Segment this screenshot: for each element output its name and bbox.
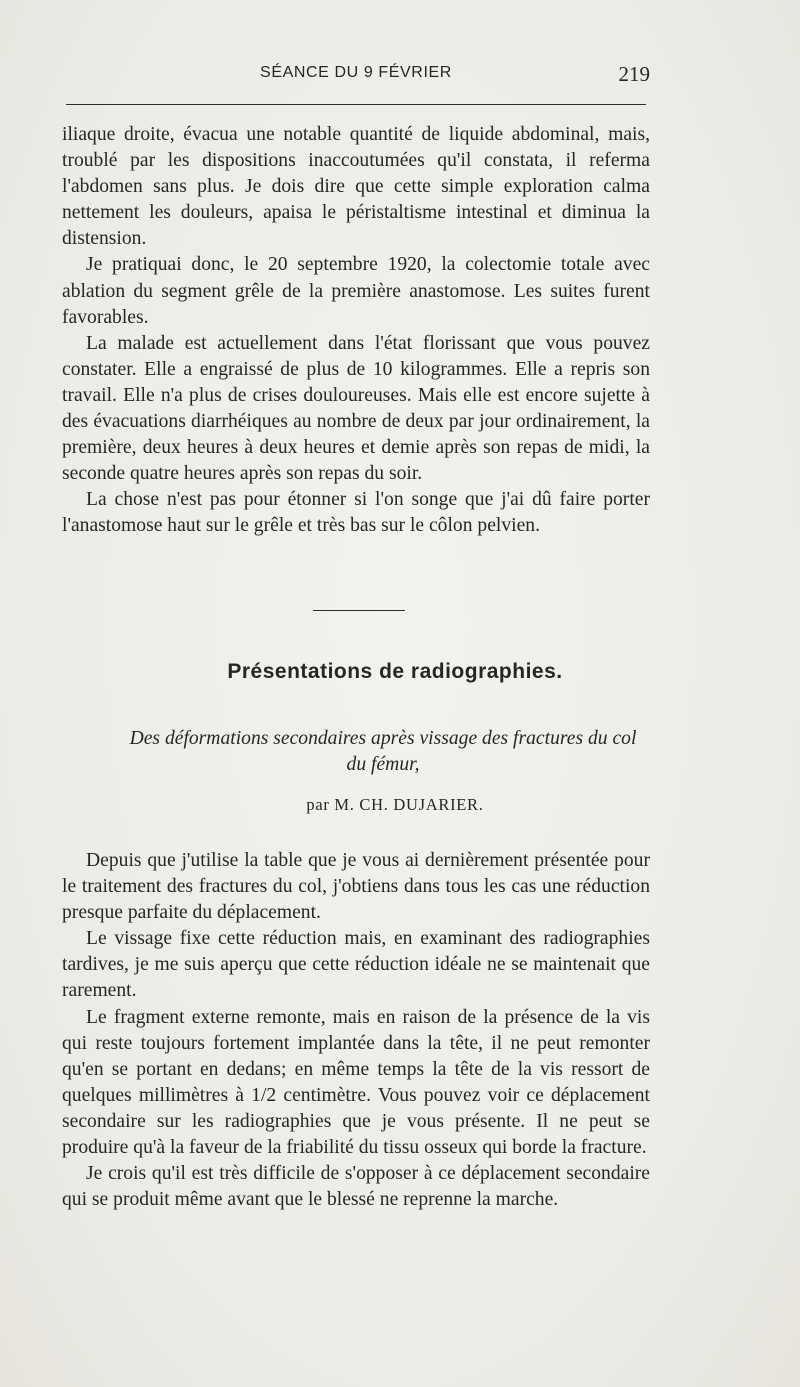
paragraph: Le vissage fixe cette réduction mais, en examinant des radiographies tardives, je me suis aperçu que cette réduction idéale ne se maintenait que rarement.	[62, 928, 650, 1002]
section-heading: Présentations de radiographies.	[227, 660, 563, 683]
paragraph: La chose n'est pas pour étonner si l'on songe que j'ai dû faire porter l'anastomose haut sur le grêle et très bas sur le côlon pelvien.	[62, 489, 650, 537]
paragraph: Le fragment externe remonte, mais en raison de la présence de la vis qui reste toujours fortement implantée dans la tête, il ne peut remonter qu'en se portant en dedans; en même temps la tête de la vis ressort de quelques millimètres à 1/2 centimètre. Vous pouvez voir ce déplacement secondaire sur les radiographies que je vous présente. Il ne peut se produire qu'à la faveur de la friabilité du tissu osseux qui borde la fracture.	[62, 1006, 650, 1159]
paragraph: Je crois qu'il est très difficile de s'opposer à ce déplacement secondaire qui se produit même avant que le blessé ne reprenne la marche.	[62, 1163, 650, 1211]
section-separator	[313, 610, 405, 611]
running-title: SÉANCE DU 9 FÉVRIER	[260, 64, 452, 81]
page-number: 219	[618, 62, 650, 86]
body-text-top	[62, 122, 650, 540]
paragraph: Je pratiquai donc, le 20 septembre 1920, la colectomie totale avec ablation du segment grêle de la première anastomose. Les suites furent favorables.	[62, 254, 650, 328]
article-title: Des déformations secondaires après vissage des fractures du col du fémur,	[129, 728, 637, 775]
paragraph: La malade est actuellement dans l'état florissant que vous pouvez constater. Elle a engraissé de plus de 10 kilogrammes. Elle a repris son travail. Elle n'a plus de crises douloureuses. Mais elle est encore sujette à des évacuations diarrhéiques au nombre de deux par jour ordinairement, la première, deux heures à deux heures et demie après son repas de midi, la seconde quatre heures après son repas du soir.	[62, 332, 650, 485]
body-text-bottom	[62, 848, 650, 1213]
header-rule	[66, 104, 646, 105]
running-head	[62, 62, 650, 90]
paragraph: Depuis que j'utilise la table que je vous ai dernièrement présentée pour le traitement des fractures du col, j'obtiens dans tous les cas une réduction presque parfaite du déplacement.	[62, 850, 650, 924]
paragraph: iliaque droite, évacua une notable quantité de liquide abdominal, mais, troublé par les dispositions inaccoutumées qu'il constata, il referma l'abdomen sans plus. Je dois dire que cette simple exploration calma nettement les douleurs, apaisa le péristaltisme intestinal et diminua la distension.	[62, 124, 650, 250]
author-byline: par M. CH. DUJARIER.	[306, 795, 484, 814]
